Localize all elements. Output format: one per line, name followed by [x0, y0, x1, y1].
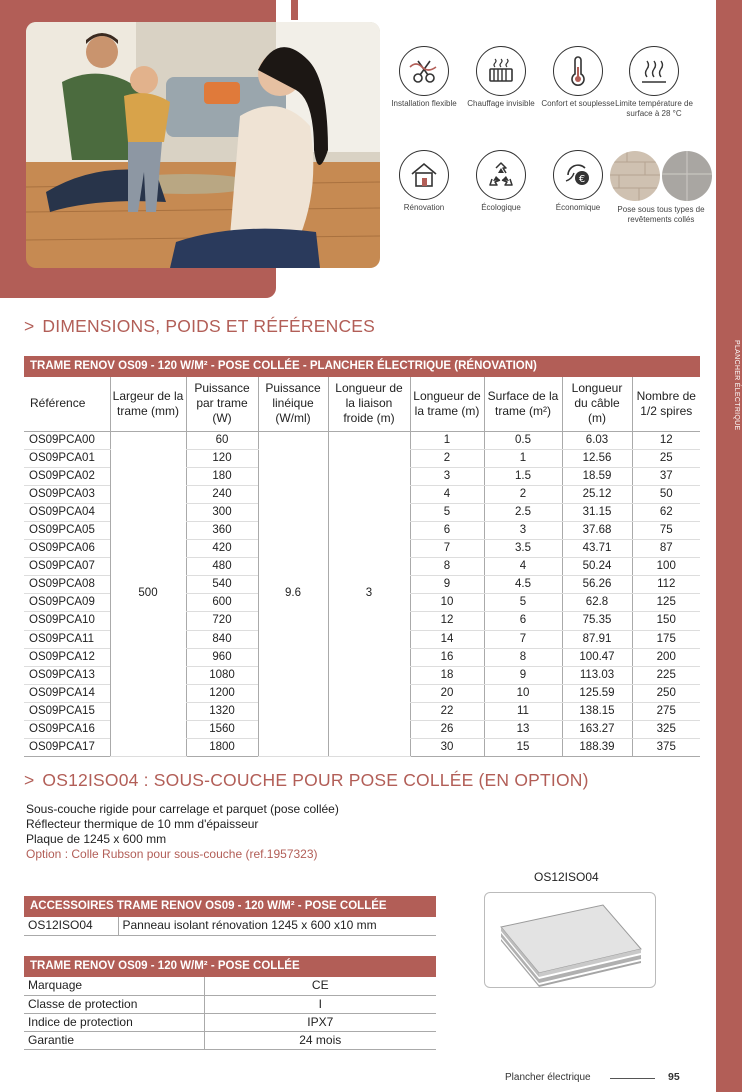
cell-surface: 4	[484, 558, 562, 576]
cell-power: 1320	[186, 702, 258, 720]
spec-value: IPX7	[204, 1013, 436, 1031]
cell-surface: 2.5	[484, 503, 562, 521]
table-row	[24, 917, 436, 935]
cell-power: 1200	[186, 684, 258, 702]
side-strip	[716, 0, 742, 1092]
cell-length: 12	[410, 612, 484, 630]
header-reference: Référence	[24, 377, 110, 431]
section-title-dimensions: > DIMENSIONS, POIDS ET RÉFÉRENCES	[24, 316, 376, 336]
cell-surface: 3	[484, 521, 562, 539]
cell-cable-length: 6.03	[562, 431, 632, 449]
family-photo	[26, 22, 380, 268]
cell-cable-length: 12.56	[562, 449, 632, 467]
cell-power: 540	[186, 576, 258, 594]
cell-power: 180	[186, 467, 258, 485]
accessory-description: Panneau isolant rénovation 1245 x 600 x10 mm	[118, 917, 436, 935]
recycle-icon	[476, 150, 526, 200]
cell-length: 7	[410, 540, 484, 558]
scissors-cable-icon	[399, 46, 449, 96]
header-cold-lead: Longueur de la liaison froide (m)	[328, 377, 410, 431]
cell-cable-length: 31.15	[562, 503, 632, 521]
cell-cable-length: 163.27	[562, 721, 632, 739]
spec-label: Indice de protection	[24, 1013, 204, 1031]
floor-coverings-icon	[606, 150, 716, 200]
cell-length: 18	[410, 666, 484, 684]
cell-half-turns: 225	[632, 666, 700, 684]
cell-length: 30	[410, 739, 484, 757]
cell-reference: OS09PCA04	[24, 503, 110, 521]
references-table	[24, 356, 700, 757]
cell-length: 14	[410, 630, 484, 648]
chevron-right-icon: >	[24, 316, 35, 336]
table-row	[24, 1031, 436, 1049]
cell-cable-length: 25.12	[562, 485, 632, 503]
feature-comfort: Confort et souplesse	[538, 46, 618, 109]
table-title-bar: TRAME RENOV OS09 - 120 W/M² - POSE COLLÉE - PLANCHER ÉLECTRIQUE (RÉNOVATION)	[24, 356, 700, 377]
header-linear-power: Puissance linéique (W/ml)	[258, 377, 328, 431]
cell-surface: 4.5	[484, 576, 562, 594]
side-category-label: PLANCHER ÉLECTRIQUE	[733, 340, 740, 431]
euro-icon	[553, 150, 603, 200]
cell-surface: 1.5	[484, 467, 562, 485]
header-surface: Surface de la trame (m²)	[484, 377, 562, 431]
cell-cold-lead: 3	[328, 431, 410, 757]
cell-cable-length: 100.47	[562, 648, 632, 666]
feature-ecological: Écologique	[461, 150, 541, 213]
cell-cable-length: 50.24	[562, 558, 632, 576]
cell-half-turns: 125	[632, 594, 700, 612]
cell-cable-length: 75.35	[562, 612, 632, 630]
cell-reference: OS09PCA15	[24, 702, 110, 720]
product-label: OS12ISO04	[534, 870, 599, 884]
header-cable-length: Longueur du câble (m)	[562, 377, 632, 431]
cell-reference: OS09PCA11	[24, 630, 110, 648]
cell-half-turns: 375	[632, 739, 700, 757]
cell-power: 1080	[186, 666, 258, 684]
cell-cable-length: 56.26	[562, 576, 632, 594]
cell-reference: OS09PCA16	[24, 721, 110, 739]
header-power: Puissance par trame (W)	[186, 377, 258, 431]
footer-section-name: Plancher électrique	[505, 1072, 591, 1083]
table-row	[24, 431, 700, 449]
cell-cable-length: 113.03	[562, 666, 632, 684]
cell-reference: OS09PCA12	[24, 648, 110, 666]
product-image	[484, 892, 656, 988]
cell-power: 1560	[186, 721, 258, 739]
cell-half-turns: 275	[632, 702, 700, 720]
cell-power: 120	[186, 449, 258, 467]
cell-surface: 15	[484, 739, 562, 757]
cell-power: 840	[186, 630, 258, 648]
specs-table	[24, 956, 436, 1050]
cell-reference: OS09PCA09	[24, 594, 110, 612]
radiator-icon	[476, 46, 526, 96]
svg-text:€: €	[578, 174, 586, 185]
cell-half-turns: 62	[632, 503, 700, 521]
feature-renovation: Rénovation	[384, 150, 464, 213]
cell-half-turns: 37	[632, 467, 700, 485]
cell-reference: OS09PCA06	[24, 540, 110, 558]
cell-length: 3	[410, 467, 484, 485]
cell-power: 300	[186, 503, 258, 521]
cell-cable-length: 18.59	[562, 467, 632, 485]
cell-length: 9	[410, 576, 484, 594]
cell-reference: OS09PCA03	[24, 485, 110, 503]
cell-cable-length: 188.39	[562, 739, 632, 757]
table-row	[24, 1013, 436, 1031]
cell-surface: 1	[484, 449, 562, 467]
cell-cable-length: 43.71	[562, 540, 632, 558]
thermometer-icon	[553, 46, 603, 96]
cell-half-turns: 50	[632, 485, 700, 503]
cell-surface: 10	[484, 684, 562, 702]
limit-temperature-icon	[629, 46, 679, 96]
cell-surface: 2	[484, 485, 562, 503]
cell-reference: OS09PCA08	[24, 576, 110, 594]
cell-surface: 8	[484, 648, 562, 666]
cell-length: 20	[410, 684, 484, 702]
spec-label: Marquage	[24, 977, 204, 995]
cell-reference: OS09PCA01	[24, 449, 110, 467]
cell-length: 8	[410, 558, 484, 576]
cell-reference: OS09PCA17	[24, 739, 110, 757]
cell-power: 600	[186, 594, 258, 612]
cell-power: 1800	[186, 739, 258, 757]
cell-length: 4	[410, 485, 484, 503]
spec-label: Classe de protection	[24, 995, 204, 1013]
cell-reference: OS09PCA07	[24, 558, 110, 576]
cell-half-turns: 325	[632, 721, 700, 739]
accessories-title-bar: ACCESSOIRES TRAME RENOV OS09 - 120 W/M² - POSE COLLÉE	[24, 896, 436, 917]
cell-surface: 3.5	[484, 540, 562, 558]
cell-half-turns: 200	[632, 648, 700, 666]
cell-surface: 7	[484, 630, 562, 648]
header-width: Largeur de la trame (mm)	[110, 377, 186, 431]
cell-cable-length: 138.15	[562, 702, 632, 720]
table-row	[24, 977, 436, 995]
feature-all-coverings: Pose sous tous types de revêtements collés	[606, 150, 716, 224]
cell-length: 5	[410, 503, 484, 521]
accessory-ref: OS12ISO04	[24, 917, 118, 935]
cell-cable-length: 62.8	[562, 594, 632, 612]
cell-reference: OS09PCA05	[24, 521, 110, 539]
cell-half-turns: 12	[632, 431, 700, 449]
cell-cable-length: 125.59	[562, 684, 632, 702]
underlay-description	[26, 802, 339, 862]
specs-title-bar: TRAME RENOV OS09 - 120 W/M² - POSE COLLÉE	[24, 956, 436, 977]
cell-power: 60	[186, 431, 258, 449]
cell-power: 360	[186, 521, 258, 539]
option-note: Option : Colle Rubson pour sous-couche (ref.1957323)	[26, 847, 318, 861]
table-header-row	[24, 377, 700, 431]
cell-reference: OS09PCA13	[24, 666, 110, 684]
cell-half-turns: 100	[632, 558, 700, 576]
table-row	[24, 995, 436, 1013]
page-number: 95	[668, 1071, 680, 1083]
cell-cable-length: 37.68	[562, 521, 632, 539]
cell-surface: 9	[484, 666, 562, 684]
description-line: Plaque de 1245 x 600 mm	[26, 832, 167, 846]
cell-reference: OS09PCA00	[24, 431, 110, 449]
house-icon	[399, 150, 449, 200]
cell-half-turns: 175	[632, 630, 700, 648]
cell-power: 240	[186, 485, 258, 503]
cell-length: 26	[410, 721, 484, 739]
cell-power: 420	[186, 540, 258, 558]
cell-length: 2	[410, 449, 484, 467]
cell-half-turns: 87	[632, 540, 700, 558]
section-title-underlay: > OS12ISO04 : SOUS-COUCHE POUR POSE COLLÉE (EN OPTION)	[24, 770, 589, 790]
chevron-right-icon: >	[24, 770, 35, 790]
cell-width: 500	[110, 431, 186, 757]
cell-length: 6	[410, 521, 484, 539]
cell-surface: 11	[484, 702, 562, 720]
cell-length: 16	[410, 648, 484, 666]
cell-cable-length: 87.91	[562, 630, 632, 648]
cell-power: 960	[186, 648, 258, 666]
cell-half-turns: 75	[632, 521, 700, 539]
spec-value: 24 mois	[204, 1031, 436, 1049]
cell-surface: 13	[484, 721, 562, 739]
cell-surface: 6	[484, 612, 562, 630]
description-line: Sous-couche rigide pour carrelage et parquet (pose collée)	[26, 802, 339, 816]
header-half-turns: Nombre de 1/2 spires	[632, 377, 700, 431]
cell-length: 1	[410, 431, 484, 449]
cell-power: 480	[186, 558, 258, 576]
cell-surface: 5	[484, 594, 562, 612]
cell-half-turns: 112	[632, 576, 700, 594]
decorative-notch	[291, 0, 298, 20]
cell-reference: OS09PCA02	[24, 467, 110, 485]
cell-length: 22	[410, 702, 484, 720]
feature-economical: € Économique	[538, 150, 618, 213]
spec-label: Garantie	[24, 1031, 204, 1049]
cell-half-turns: 150	[632, 612, 700, 630]
cell-half-turns: 25	[632, 449, 700, 467]
cell-reference: OS09PCA14	[24, 684, 110, 702]
footer-divider	[610, 1078, 655, 1079]
cell-length: 10	[410, 594, 484, 612]
cell-power: 720	[186, 612, 258, 630]
feature-invisible-heating: Chauffage invisible	[461, 46, 541, 109]
feature-installation: Installation flexible	[384, 46, 464, 109]
spec-value: I	[204, 995, 436, 1013]
cell-surface: 0.5	[484, 431, 562, 449]
accessories-table	[24, 896, 436, 936]
cell-half-turns: 250	[632, 684, 700, 702]
cell-reference: OS09PCA10	[24, 612, 110, 630]
spec-value: CE	[204, 977, 436, 995]
cell-linear-power: 9.6	[258, 431, 328, 757]
header-length: Longueur de la trame (m)	[410, 377, 484, 431]
description-line: Réflecteur thermique de 10 mm d'épaisseur	[26, 817, 259, 831]
feature-temperature-limit: Limite température de surface à 28 °C	[614, 46, 694, 118]
